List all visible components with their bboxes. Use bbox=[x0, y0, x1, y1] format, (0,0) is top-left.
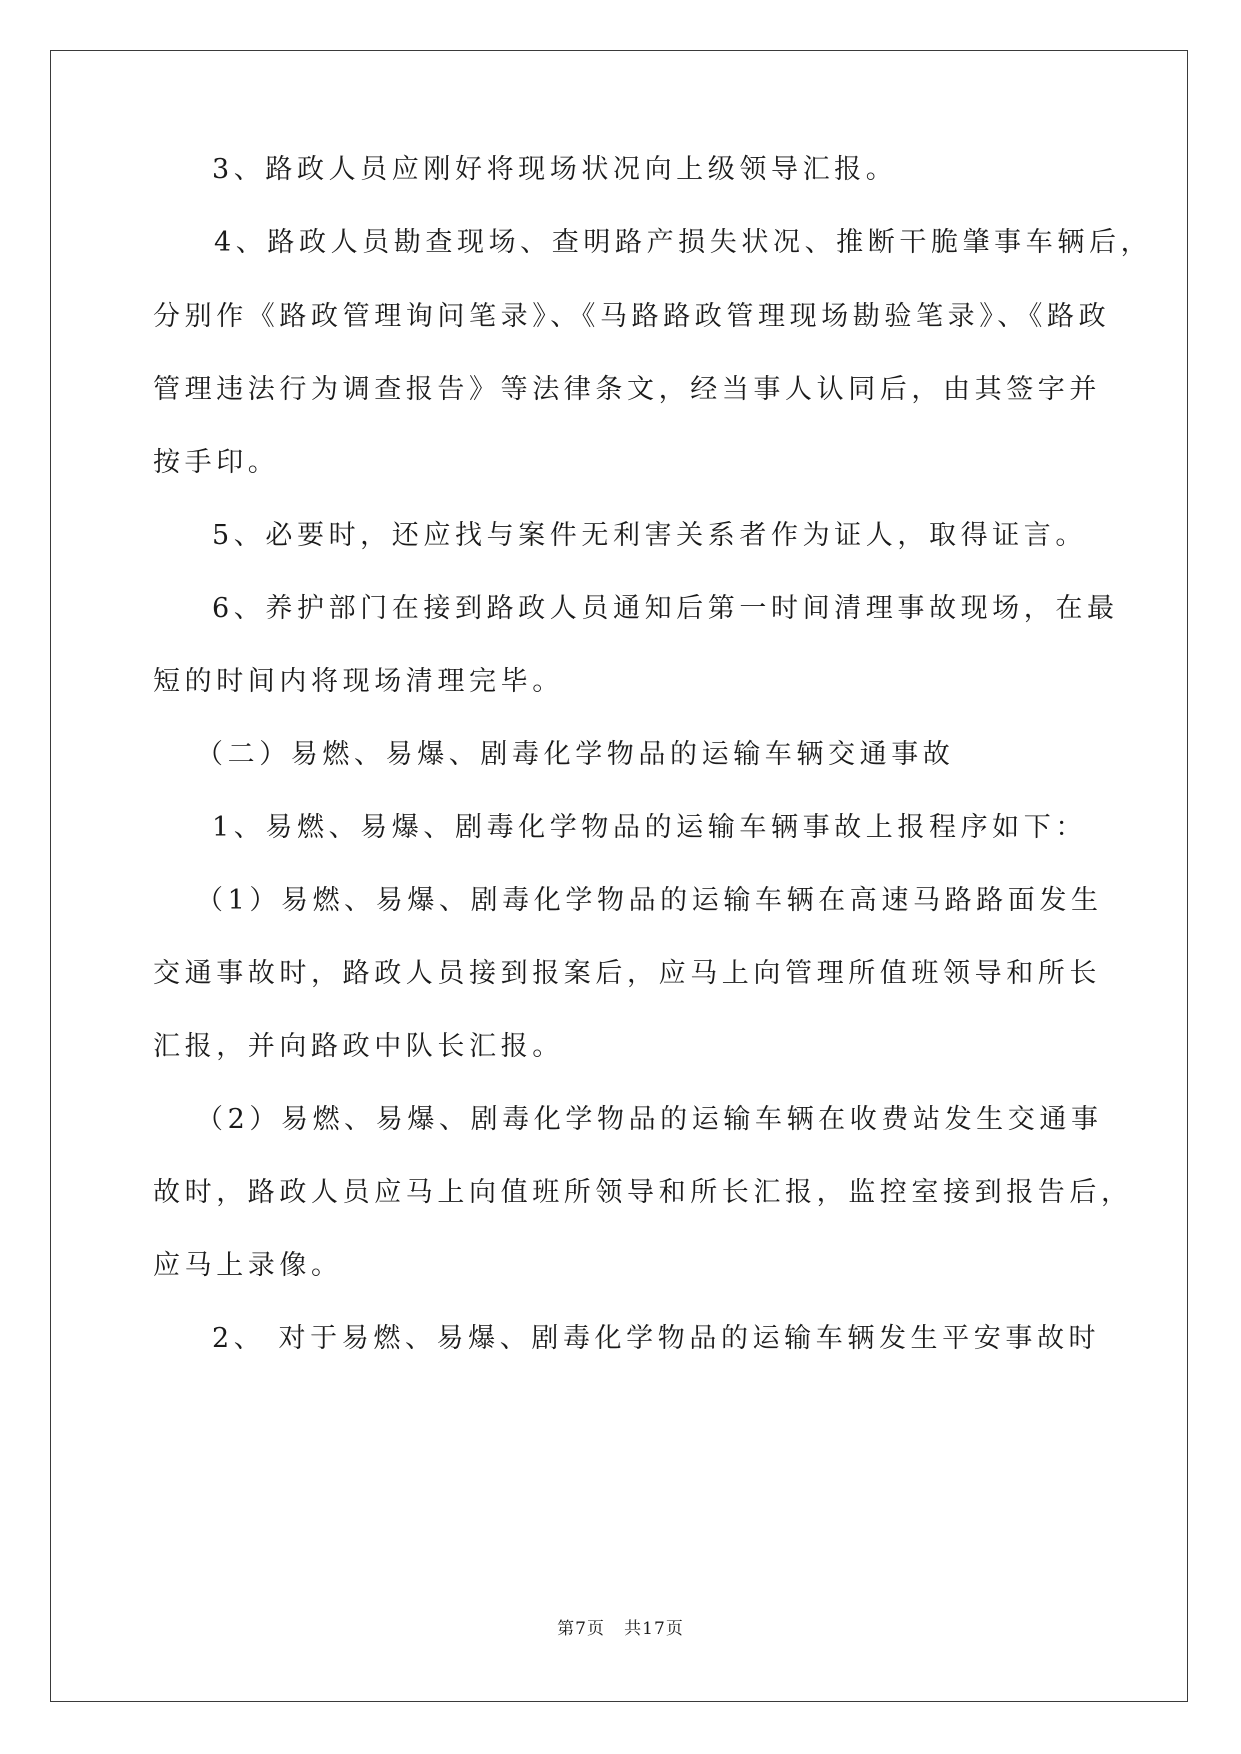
paragraph-line: 6、养护部门在接到路政人员通知后第一时间清理事故现场，在最 bbox=[212, 593, 1119, 624]
paragraph-line: （2）易燃、易爆、剧毒化学物品的运输车辆在收费站发生交通事 bbox=[196, 1104, 1103, 1135]
page-frame bbox=[50, 50, 1188, 1702]
paragraph-line: 故时，路政人员应马上向值班所领导和所长汇报，监控室接到报告后， bbox=[153, 1177, 1133, 1208]
paragraph-line: 5、必要时，还应找与案件无利害关系者作为证人，取得证言。 bbox=[212, 520, 1087, 551]
paragraph-line: 管理违法行为调查报告》等法律条文，经当事人认同后，由其签字并 bbox=[153, 374, 1101, 405]
paragraph-line: 应马上录像。 bbox=[153, 1250, 343, 1281]
paragraph-line: 短的时间内将现场清理完毕。 bbox=[153, 666, 564, 697]
paragraph-line: （1）易燃、易爆、剧毒化学物品的运输车辆在高速马路路面发生 bbox=[196, 885, 1103, 916]
paragraph-line: 分别作《路政管理询问笔录》、《马路路政管理现场勘验笔录》、《路政 bbox=[153, 301, 1111, 332]
page-number-footer: 第7页 共17页 bbox=[557, 1619, 684, 1639]
paragraph-line: 交通事故时，路政人员接到报案后，应马上向管理所值班领导和所长 bbox=[153, 958, 1101, 989]
paragraph-line: 4、路政人员勘查现场、查明路产损失状况、推断干脆肇事车辆后， bbox=[214, 227, 1153, 258]
paragraph-line: 2、 对于易燃、易爆、剧毒化学物品的运输车辆发生平安事故时 bbox=[212, 1323, 1101, 1354]
paragraph-line: 按手印。 bbox=[153, 447, 280, 478]
paragraph-line: 汇报，并向路政中队长汇报。 bbox=[153, 1031, 564, 1062]
section-heading: （二）易燃、易爆、剧毒化学物品的运输车辆交通事故 bbox=[196, 739, 955, 770]
paragraph-line: 3、路政人员应刚好将现场状况向上级领导汇报。 bbox=[212, 154, 898, 185]
paragraph-line: 1、易燃、易爆、剧毒化学物品的运输车辆事故上报程序如下： bbox=[212, 812, 1087, 843]
